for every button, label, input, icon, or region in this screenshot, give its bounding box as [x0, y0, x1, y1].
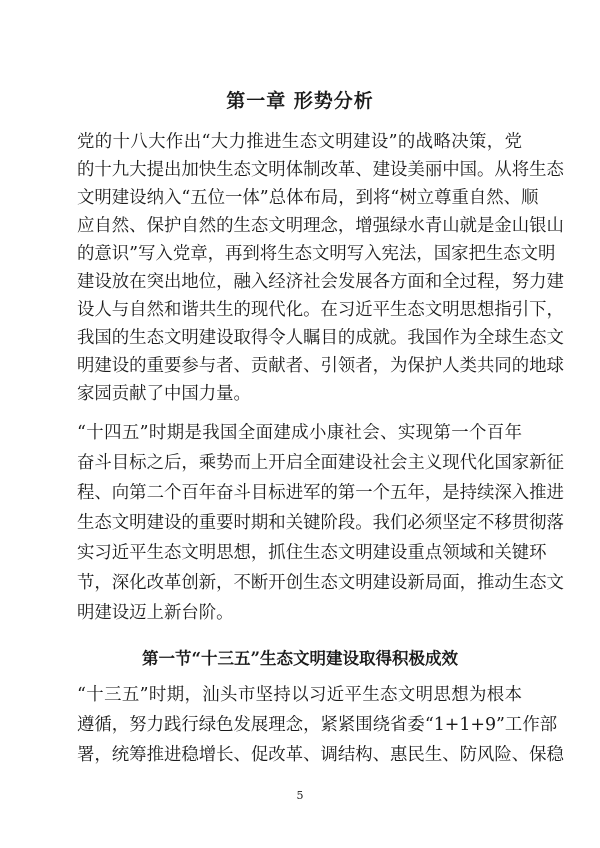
text-line: 建设放在突出地位，融入经济社会发展各方面和全过程，努力建 [77, 272, 564, 292]
text-line: 生态文明建设的重要时期和关键阶段。我们必须坚定不移贯彻落 [77, 513, 564, 533]
page-number: 5 [296, 789, 304, 802]
text-line: 党的十八大作出“大力推进生态文明建设”的战略决策，党 [77, 132, 522, 152]
text-line: 家园贡献了中国力量。 [77, 384, 251, 404]
text-line: “十四五”时期是我国全面建成小康社会、实现第一个百年 [77, 423, 522, 443]
text-line: 明建设迈上新台阶。 [77, 603, 234, 623]
text-line: 实习近平生态文明思想，抓住生态文明建设重点领域和关键环 [77, 543, 547, 563]
text-line: 遵循，努力践行绿色发展理念，紧紧围绕省委“1+1+9”工作部 [77, 715, 558, 735]
text-line: 文明建设纳入“五位一体”总体布局，到将“树立尊重自然、顺 [77, 188, 539, 208]
text-line: 应自然、保护自然的生态文明理念，增强绿水青山就是金山银山 [77, 216, 564, 236]
text-line: 程、向第二个百年奋斗目标进军的第一个五年，是持续深入推进 [77, 483, 564, 503]
text-line: 设人与自然和谐共生的现代化。在习近平生态文明思想指引下， [77, 300, 564, 320]
text-line: 节，深化改革创新，不断开创生态文明建设新局面，推动生态文 [77, 573, 564, 593]
text-line: 的意识”写入党章，再到将生态文明写入宪法，国家把生态文明 [77, 244, 556, 264]
text-line: 我国的生态文明建设取得令人瞩目的成就。我国作为全球生态文 [77, 328, 564, 348]
text-line: 奋斗目标之后，乘势而上开启全面建设社会主义现代化国家新征 [77, 453, 564, 473]
text-line: 署，统筹推进稳增长、促改革、调结构、惠民生、防风险、保稳 [77, 745, 564, 765]
text-line: 明建设的重要参与者、贡献者、引领者，为保护人类共同的地球 [77, 356, 564, 376]
text-line: 的十九大提出加快生态文明体制改革、建设美丽中国。从将生态 [77, 160, 564, 180]
page-title: 第一章 形势分析 [226, 90, 374, 112]
text-line: “十三五”时期，汕头市坚持以习近平生态文明思想为根本 [77, 685, 522, 705]
section-heading: 第一节“十三五”生态文明建设取得积极成效 [142, 649, 458, 668]
